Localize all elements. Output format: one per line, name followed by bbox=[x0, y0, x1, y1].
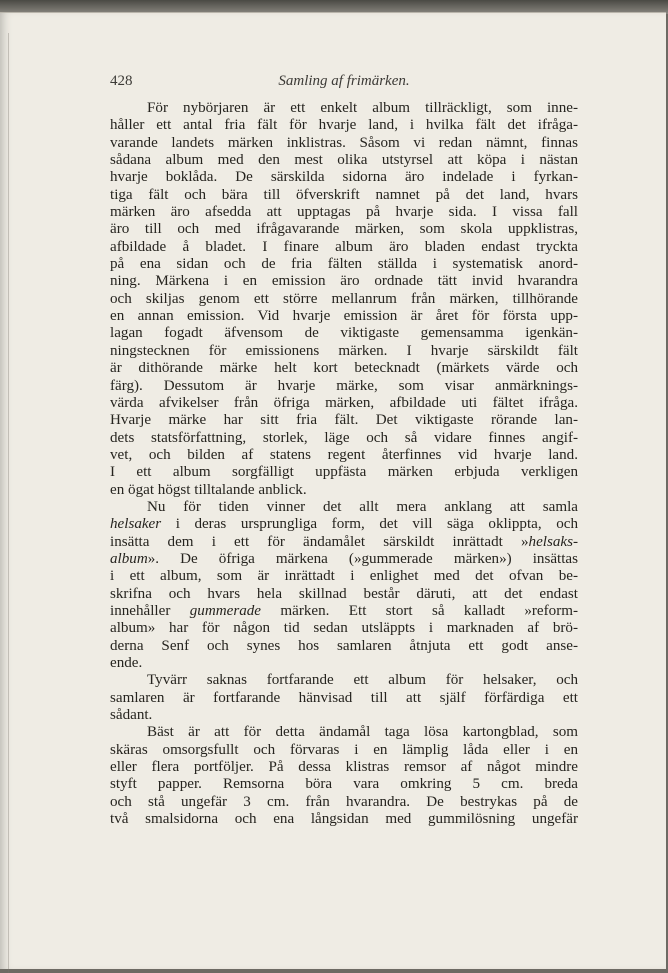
text-line: ning. Märkena i en emission äro ordnade tätt invid hvarandra bbox=[110, 273, 578, 290]
text-line: lagan fogadt äfvensom de viktigaste gemensamma igenkän- bbox=[110, 325, 578, 342]
text-line: dets statsförfattning, storlek, läge och så vidare finnes angif- bbox=[110, 429, 578, 446]
text-line: en ögat högst tilltalande anblick. bbox=[110, 481, 307, 498]
text-line: styft papper. Remsorna böra vara omkring 5 cm. breda bbox=[110, 776, 578, 793]
text-line: sådana album med den mest olika utstyrsel att köpa i nästan bbox=[110, 152, 578, 169]
italic-text: album bbox=[110, 550, 148, 567]
text-segment: i deras ursprungliga form, det vill säga oklippta, och bbox=[161, 516, 578, 533]
text-line bbox=[110, 534, 578, 551]
text-line: är dithörande märke helt kort betecknadt (märkets värde och bbox=[110, 360, 578, 377]
text-line bbox=[110, 603, 578, 620]
text-segment: insätta dem i ett för ändamålet särskildt inrättadt » bbox=[110, 533, 529, 550]
text-line: hvarje boklåda. De särskilda sidorna äro indelade i fyrkan- bbox=[110, 169, 578, 186]
text-line: Hvarje märke har sitt fria fält. Det viktigaste rörande lan- bbox=[110, 412, 578, 429]
text-line: varande landets märken inklistras. Såsom vi redan nämnt, finnas bbox=[110, 134, 578, 151]
text-line: skäras omsorgsfullt och förvaras i en lämplig låda eller i en bbox=[110, 741, 578, 758]
page-gutter-line bbox=[8, 33, 9, 973]
text-line: på ena sidan och de fria fälten ställda i systematisk anord- bbox=[110, 256, 578, 273]
text-line: ningstecknen för emissionens märken. I hvarje särskildt fält bbox=[110, 342, 578, 359]
page-number: 428 bbox=[110, 73, 133, 89]
text-line: en annan emission. Vid hvarje emission är året för första upp- bbox=[110, 308, 578, 325]
text-line: märken äro afsedda att upptagas på hvarje sida. I vissa fall bbox=[110, 204, 578, 221]
text-line: Bäst är att för detta ändamål taga lösa kartongblad, som bbox=[147, 724, 578, 741]
page-header bbox=[110, 73, 578, 93]
text-line: derna Senf och synes hos samlaren åtnjuta ett godt anse- bbox=[110, 637, 578, 654]
text-line: äro till och med ifrågavarande märken, som skola uppklistras, bbox=[110, 221, 578, 238]
text-segment: innehåller bbox=[110, 602, 190, 619]
text-line: och skiljas genom ett större mellanrum från märken, tillhörande bbox=[110, 290, 578, 307]
text-line: och stå ungefär 3 cm. från hvarandra. De bestrykas på de bbox=[110, 793, 578, 810]
running-title: Samling af frimärken. bbox=[278, 73, 410, 89]
text-segment: ». De öfriga märkena (»gummerade märken») insättas bbox=[147, 550, 578, 567]
text-line: Tyvärr saknas fortfarande ett album för helsaker, och bbox=[147, 672, 578, 689]
text-line: i ett album, som är inrättadt i enlighet med det ofvan be- bbox=[110, 568, 578, 585]
text-line: För nybörjaren är ett enkelt album tillräckligt, som inne- bbox=[147, 100, 578, 116]
text-line: sådant. bbox=[110, 707, 153, 724]
text-segment: märken. Ett stort så kalladt »reform- bbox=[261, 602, 579, 619]
text-line: färg). Dessutom är hvarje märke, som visar anmärknings- bbox=[110, 377, 578, 394]
text-line: afbildade å bladet. I finare album äro bladen endast tryckta bbox=[110, 238, 578, 255]
body-text bbox=[110, 100, 578, 828]
text-line: värda afvikelser från öfriga märken, afbildade uti fältet ifråga. bbox=[110, 394, 578, 411]
italic-text: helsaks- bbox=[528, 533, 578, 550]
text-line bbox=[110, 516, 578, 533]
text-line: album» har för någon tid sedan utsläppts i marknaden af brö- bbox=[110, 620, 578, 637]
text-line: Nu för tiden vinner det allt mera anklang att samla bbox=[147, 498, 578, 515]
text-line: samlaren är fortfarande hänvisad till att själf förfärdiga ett bbox=[110, 689, 578, 706]
text-line: eller flera portföljer. På dessa klistras remsor af något mindre bbox=[110, 759, 578, 776]
text-line: två smalsidorna och ena långsidan med gummilösning ungefär bbox=[110, 811, 578, 828]
text-line bbox=[110, 551, 578, 568]
text-line: ende. bbox=[110, 655, 143, 671]
text-line: tiga fält och bära till öfverskrift namnet på det land, hvars bbox=[110, 186, 578, 203]
text-line: vet, och bilden af statens regent återfinnes vid hvarje land. bbox=[110, 446, 578, 463]
italic-text: helsaker bbox=[110, 516, 162, 533]
text-line: skrifna och hvars hela skillnad består däruti, att det endast bbox=[110, 585, 578, 602]
italic-text: gummerade bbox=[189, 602, 261, 619]
text-line: I ett album sorgfälligt uppfästa märken erbjuda verkligen bbox=[110, 464, 578, 481]
text-line: håller ett antal fria fält för hvarje land, i hvilka fält det ifråga- bbox=[110, 117, 578, 134]
